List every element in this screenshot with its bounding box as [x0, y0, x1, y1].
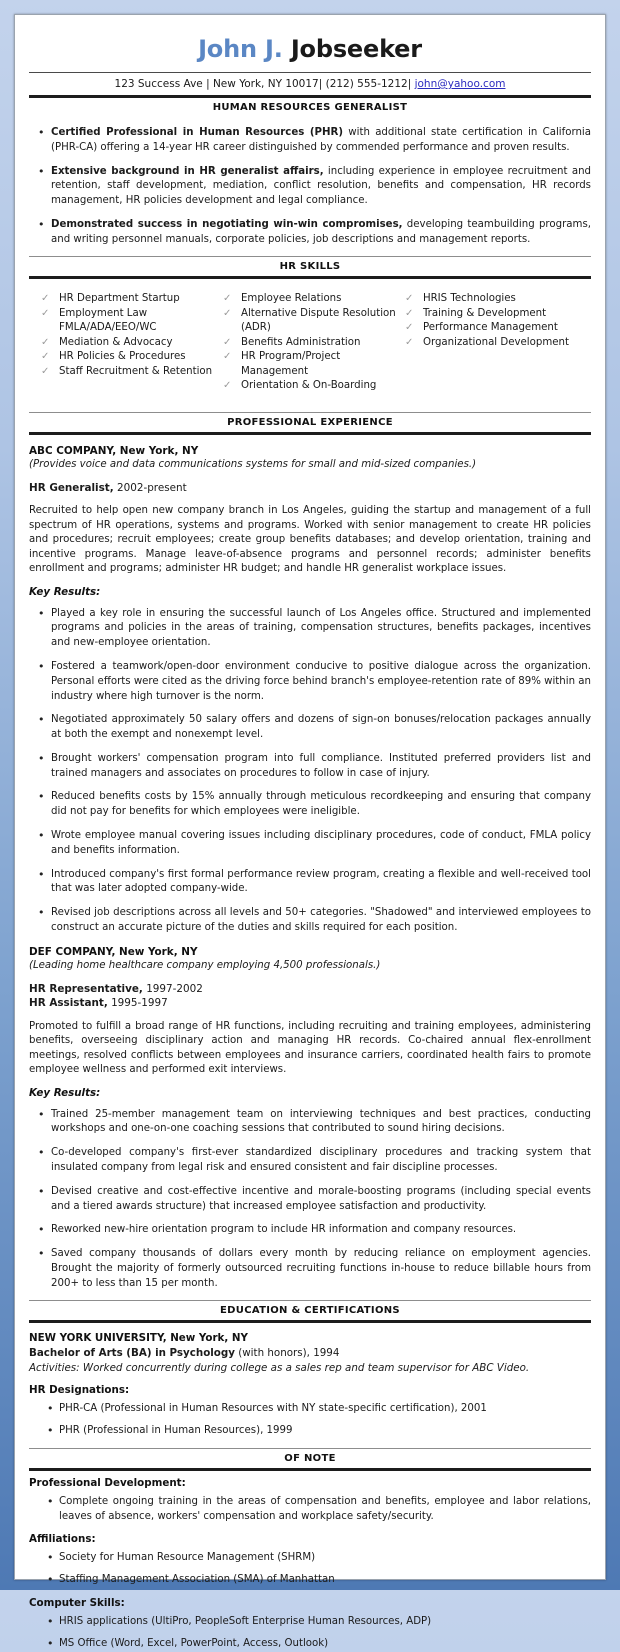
check-icon: ✓ [404, 336, 414, 348]
skill-item [221, 336, 397, 350]
last-name: Jobseeker [282, 35, 422, 63]
summary-bullet-lead: Certified Professional in Human Resources (PHR) [51, 127, 344, 138]
check-icon: ✓ [222, 293, 232, 305]
summary-bullet-lead: Extensive background in HR generalist affairs, [51, 165, 324, 177]
role-title: HR Representative, [29, 982, 143, 995]
summary-bullet-list [29, 126, 591, 247]
education-section [29, 1300, 591, 1438]
designation-item: • PHR (Professional in Human Resources), 1999 [29, 1424, 591, 1439]
skill-label: Employee Relations [240, 293, 342, 305]
of-note-item-list [29, 1495, 591, 1525]
employer-name: ABC COMPANY, New York, NY [29, 444, 199, 457]
skill-item [221, 307, 397, 336]
skill-item [39, 350, 215, 364]
check-icon: ✓ [404, 293, 414, 305]
activities-line: Activities: Worked concurrently during college as a sales rep and team supervisor for ABC Video. [29, 1361, 530, 1374]
divider [29, 1468, 591, 1471]
skill-label: Benefits Administration [240, 336, 361, 348]
skill-item [39, 307, 215, 336]
key-result-item: • Reworked new-hire orientation program to include HR information and company resources. [29, 1223, 591, 1238]
of-note-groups [29, 1477, 591, 1652]
employer-description: (Leading home healthcare company employing 4,500 professionals.) [29, 959, 381, 971]
role-list [29, 481, 591, 496]
contact-line [29, 73, 591, 95]
skill-label: Alternative Dispute Resolution (ADR) [240, 307, 396, 334]
of-note-item: • Society for Human Resource Management (SHRM) [29, 1551, 591, 1566]
skill-label: Training & Development [422, 307, 547, 319]
skill-label: Orientation & On-Boarding [240, 380, 377, 392]
role-list [29, 982, 591, 1011]
of-note-group-label: Computer Skills: [29, 1596, 125, 1609]
experience-section [29, 412, 591, 1292]
check-icon: ✓ [222, 380, 232, 392]
of-note-item: • MS Office (Word, Excel, PowerPoint, Access, Outlook) [29, 1637, 591, 1652]
role-dates: 1997-2002 [142, 982, 203, 995]
skill-label: HRIS Technologies [422, 293, 516, 305]
skill-item [403, 336, 579, 350]
employer-entry [29, 945, 591, 1292]
check-icon: ✓ [41, 336, 50, 348]
check-icon: ✓ [222, 351, 232, 363]
summary-bullet [29, 126, 591, 156]
of-note-group-label: Professional Development: [29, 1476, 186, 1489]
employer-list [29, 444, 591, 1292]
check-icon: ✓ [222, 307, 232, 319]
role-line [29, 996, 591, 1011]
key-result-item: • Wrote employee manual covering issues including disciplinary procedures, code of conduct, FMLA policy and benefits information. [29, 829, 591, 859]
check-icon: ✓ [41, 293, 50, 305]
employer-description: (Provides voice and data communications systems for small and mid-sized companies.) [29, 458, 477, 470]
check-icon: ✓ [404, 322, 414, 334]
summary-bullet-lead: Demonstrated success in negotiating win-win compromises, [51, 218, 403, 230]
check-icon: ✓ [41, 307, 50, 319]
role-dates: 2002-present [113, 481, 187, 494]
section-title-skills: HR SKILLS [279, 261, 341, 273]
summary-bullet-text: developing teambuilding programs, and writing personnel manuals, corporate policies, job descriptions and management reports. [51, 218, 591, 245]
key-result-item: • Revised job descriptions across all levels and 50+ categories. "Shadowed" and interviewed employees to construct an accurate picture of the duties and skills required for each position. [29, 906, 591, 936]
skill-item [403, 307, 579, 321]
designation-item: • PHR-CA (Professional in Human Resources with NY state-specific certification), 2001 [29, 1402, 591, 1417]
key-result-item: • Brought workers' compensation program into full compliance. Instituted preferred providers list and trained managers and associates on procedures to follow in case of injury. [29, 752, 591, 782]
key-result-item: • Reduced benefits costs by 15% annually through meticulous recordkeeping and ensuring that company did not pay for benefits for which employees were ineligible. [29, 790, 591, 820]
of-note-item: • Complete ongoing training in the areas of compensation and benefits, employee and labor relations, leaves of absence, workers' compensation and workplace safety/security. [29, 1495, 591, 1525]
contact-text: 123 Success Ave | New York, NY 10017| (212) 555-1212| [114, 78, 415, 90]
skill-item [403, 321, 579, 335]
skill-label: Staff Recruitment & Retention [59, 365, 213, 377]
skill-item [403, 292, 579, 306]
key-results-list [29, 1108, 591, 1292]
of-note-item: • HRIS applications (UltiPro, PeopleSoft Enterprise Human Resources, ADP) [29, 1615, 591, 1630]
resume-page [14, 14, 606, 1649]
key-result-item: • Negotiated approximately 50 salary offers and dozens of sign-on bonuses/relocation packages annually at both the exempt and nonexempt level. [29, 713, 591, 743]
employer-entry [29, 444, 591, 936]
check-icon: ✓ [41, 351, 50, 363]
school-name: NEW YORK UNIVERSITY, New York, NY [29, 1332, 248, 1345]
of-note-group-label: Affiliations: [29, 1533, 96, 1546]
key-results-list [29, 607, 591, 936]
skill-label: HR Policies & Procedures [59, 351, 186, 363]
key-result-item: • Trained 25-member management team on interviewing techniques and best practices, conducting workshops and one-on-one coaching sessions that contributed to sound hiring decisions. [29, 1108, 591, 1138]
key-results-label: Key Results: [29, 585, 101, 598]
key-result-item: • Played a key role in ensuring the successful launch of Los Angeles office. Structured and implemented programs and policies in the areas of training, compensation structures, benefits packages, incentives and new-employee orientation. [29, 607, 591, 651]
divider [29, 1320, 591, 1323]
skill-label: Mediation & Advocacy [59, 336, 173, 348]
section-title-of-note: OF NOTE [284, 1452, 336, 1464]
skill-label: Organizational Development [422, 336, 569, 348]
first-name: John J. [198, 35, 283, 63]
skills-column [403, 292, 585, 393]
summary-bullet-text: including experience in employee recruitment and retention, staff development, mediation, conflict resolution, benefits and compensation, HR records management, HR policies development and legal compliance. [51, 165, 591, 207]
role-title: HR Generalist, [29, 481, 114, 494]
role-line [29, 481, 591, 496]
summary-bullet-text: with additional state certification in California (PHR-CA) offering a 14-year HR career distinguished by commended performance and proven results. [51, 127, 592, 153]
role-line [29, 982, 591, 997]
key-result-item: • Fostered a teamwork/open-door environment conducive to positive dialogue across the organization. Personal efforts were cited as the driving force behind branch's employee-retention rate of 89% within an industry where high turnover is the norm. [29, 660, 591, 704]
degree-line [29, 1346, 591, 1361]
of-note-item: • Staffing Management Association (SMA) of Manhattan [29, 1573, 591, 1588]
skill-label: Employment Law FMLA/ADA/EEO/WC [59, 307, 157, 334]
skills-column [221, 292, 403, 393]
skills-section [29, 256, 591, 402]
skill-item [39, 292, 215, 306]
skills-columns [29, 279, 591, 402]
section-title-education: EDUCATION & CERTIFICATIONS [220, 1305, 400, 1317]
section-title-experience: PROFESSIONAL EXPERIENCE [227, 416, 393, 428]
degree-name: Bachelor of Arts (BA) in Psychology [29, 1347, 235, 1360]
skill-item [39, 336, 215, 350]
key-result-item: • Saved company thousands of dollars every month by reducing reliance on employment agencies. Brought the majority of formerly outsourced recruiting functions in-house to reduce billable hours from 200+ to less than 15 per month. [29, 1247, 591, 1291]
skill-item [221, 379, 397, 393]
check-icon: ✓ [41, 365, 50, 377]
key-result-item: • Introduced company's first formal performance review program, creating a flexible and well-received tool that was later adopted company-wide. [29, 868, 591, 898]
key-result-item: • Co-developed company's first-ever standardized disciplinary procedures and tracking system that insulated company from legal risk and ensured consistent and fair discipline processes. [29, 1146, 591, 1176]
role-title: HR Assistant, [29, 997, 108, 1010]
key-results-label: Key Results: [29, 1086, 101, 1099]
skill-item [39, 365, 215, 379]
skill-item [221, 350, 397, 379]
designations-label: HR Designations: [29, 1384, 130, 1397]
skill-item [221, 292, 397, 306]
check-icon: ✓ [404, 307, 414, 319]
skill-label: HR Department Startup [59, 293, 180, 305]
role-summary: Recruited to help open new company branch in Los Angeles, guiding the startup and management of a full spectrum of HR operations, systems and programs. Worked with senior management to create HR policies and procedures; recruit employees; create group benefits databases; and develop orientation, training and incentive programs. Manage leave-of-absence programs and personnel records; administer benefits enrollment and programs; administer HR budget; and handle HR generalist workplace issues. [29, 505, 591, 575]
of-note-item-list [29, 1615, 591, 1652]
designation-list [29, 1402, 591, 1439]
skill-label: HR Program/Project Management [240, 351, 341, 377]
check-icon: ✓ [222, 336, 232, 348]
page-title [29, 25, 591, 72]
key-result-item: • Devised creative and cost-effective incentive and morale-boosting programs (including special events and a tiered awards structure) that increased employee satisfaction and productivity. [29, 1185, 591, 1215]
of-note-section [29, 1448, 591, 1652]
summary-bullet [29, 165, 591, 209]
email-link[interactable]: john@yahoo.com [414, 78, 506, 90]
skills-column [39, 292, 221, 393]
section-title-summary: HUMAN RESOURCES GENERALIST [212, 102, 408, 113]
summary-bullet [29, 218, 591, 248]
degree-detail: (with honors), 1994 [234, 1347, 340, 1360]
of-note-item-list [29, 1551, 591, 1588]
divider [29, 432, 591, 435]
skill-label: Performance Management [422, 322, 558, 334]
employer-name: DEF COMPANY, New York, NY [29, 945, 198, 958]
role-dates: 1995-1997 [107, 997, 168, 1010]
role-summary: Promoted to fulfill a broad range of HR functions, including recruiting and training employees, administering benefits, overseeing disciplinary action and managing HR records. Co-chaired annual flex-enrollment meetings, resolved conflicts between employees and insurance carriers, coordinated health fairs to promote employee wellness and performed exit interviews. [29, 1020, 591, 1076]
